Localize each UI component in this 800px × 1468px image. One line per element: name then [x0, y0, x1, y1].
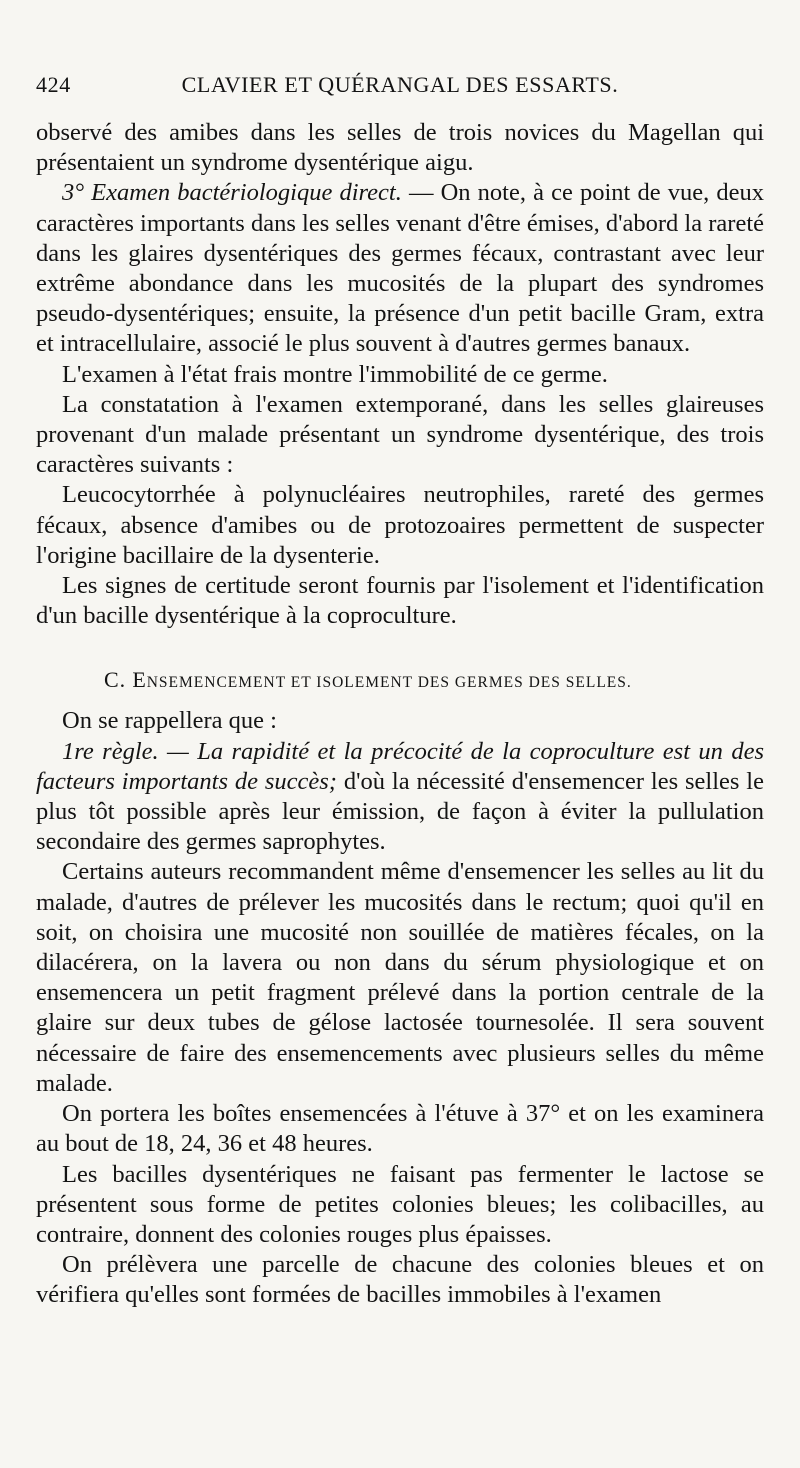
paragraph-text: La constatation à l'examen extemporané, dans les selles glaireuses provenant d'un malade présentant un syndrome dysentérique, des trois caractères suivants : [36, 390, 764, 479]
paragraph-text: On prélèvera une parcelle de chacune des colonies bleues et on vérifiera qu'elles sont formées de bacilles immobiles à l'examen [36, 1251, 764, 1309]
paragraph [36, 737, 764, 858]
paragraph [36, 390, 764, 481]
running-title: CLAVIER ET QUÉRANGAL DES ESSARTS. [181, 72, 619, 97]
paragraph [36, 360, 764, 390]
paragraph [36, 857, 764, 1099]
spacer [36, 631, 764, 653]
paragraph [36, 571, 764, 631]
body-text [36, 118, 764, 1311]
paragraph-text: Les bacilles dysentériques ne faisant pas fermenter le lactose se présentent sous forme de petites colonies bleues; les colibacilles, au contraire, donnent des colonies rouges plus épaisses. [36, 1160, 764, 1248]
paragraph-text: Certains auteurs recommandent même d'ensemencer les selles au lit du malade, d'autres de prélever les mucosités dans le rectum; quoi qu'il en soit, on choisira une mucosité non souillée de matières fécales, on la dilacérera, on la lavera ou non dans du sérum physiologique et on ensemencera un petit fragment prélevé dans la portion centrale de la glaire sur deux tubes de gélose lactosée tournesolée. Il sera souvent nécessaire de faire des ensemencements avec plusieurs selles du même malade. [36, 858, 764, 1097]
paragraph-text: observé des amibes dans les selles de trois novices du Magellan qui présentaient un syndrome dysentérique aigu. [36, 119, 764, 177]
paragraph [36, 1099, 764, 1159]
paragraph-text: d'où la nécessité d'ensemencer les selles le plus tôt possible après leur émission, de façon à éviter la pullulation secondaire des germes saprophytes. [36, 767, 764, 856]
paragraph-text: — On note, à ce point de vue, deux caractères importants dans les selles venant d'être émises, d'abord la rareté dans les glaires dysentériques des germes fécaux, contrastant avec leur extrême abondance dans les mucosités de la plupart des syndromes pseudo-dysentériques; ensuite, la présence d'un petit bacille Gram, extra et intracellulaire, associé le plus souvent à d'autres germes banaux. [36, 179, 764, 358]
section-title: NSEMENCEMENT ET ISOLEMENT DES GERMES DES SELLES. [146, 674, 632, 692]
subsection-label: 3° Examen bactériologique direct. [62, 179, 402, 207]
rule-label: 1re règle. — La rapidité et la précocité de la coproculture est un des facteurs importants de succès; [36, 737, 764, 795]
paragraph [36, 178, 764, 359]
paragraph-text: On portera les boîtes ensemencées à l'étuve à 37° et on les examinera au bout de 18, 24, 36 et 48 heures. [36, 1100, 764, 1158]
section-letter: C. E [104, 667, 147, 693]
page-number: 424 [36, 72, 71, 97]
paragraph [36, 480, 764, 571]
paragraph [36, 118, 764, 178]
section-heading [36, 665, 764, 698]
paragraph-text: On se rappellera que : [62, 707, 277, 735]
paragraph [36, 1250, 764, 1310]
paragraph [36, 1160, 764, 1251]
paragraph-text: L'examen à l'état frais montre l'immobilité de ce germe. [62, 360, 608, 388]
paragraph-text: Leucocytorrhée à polynucléaires neutrophiles, rareté des germes fécaux, absence d'amibes ou de protozoaires permettent de suspecter l'origine bacillaire de la dysenterie. [36, 481, 764, 569]
page-header [36, 72, 764, 108]
paragraph-text: Les signes de certitude seront fournis par l'isolement et l'identification d'un bacille dysentérique à la coproculture. [36, 572, 764, 630]
paragraph [36, 706, 764, 736]
